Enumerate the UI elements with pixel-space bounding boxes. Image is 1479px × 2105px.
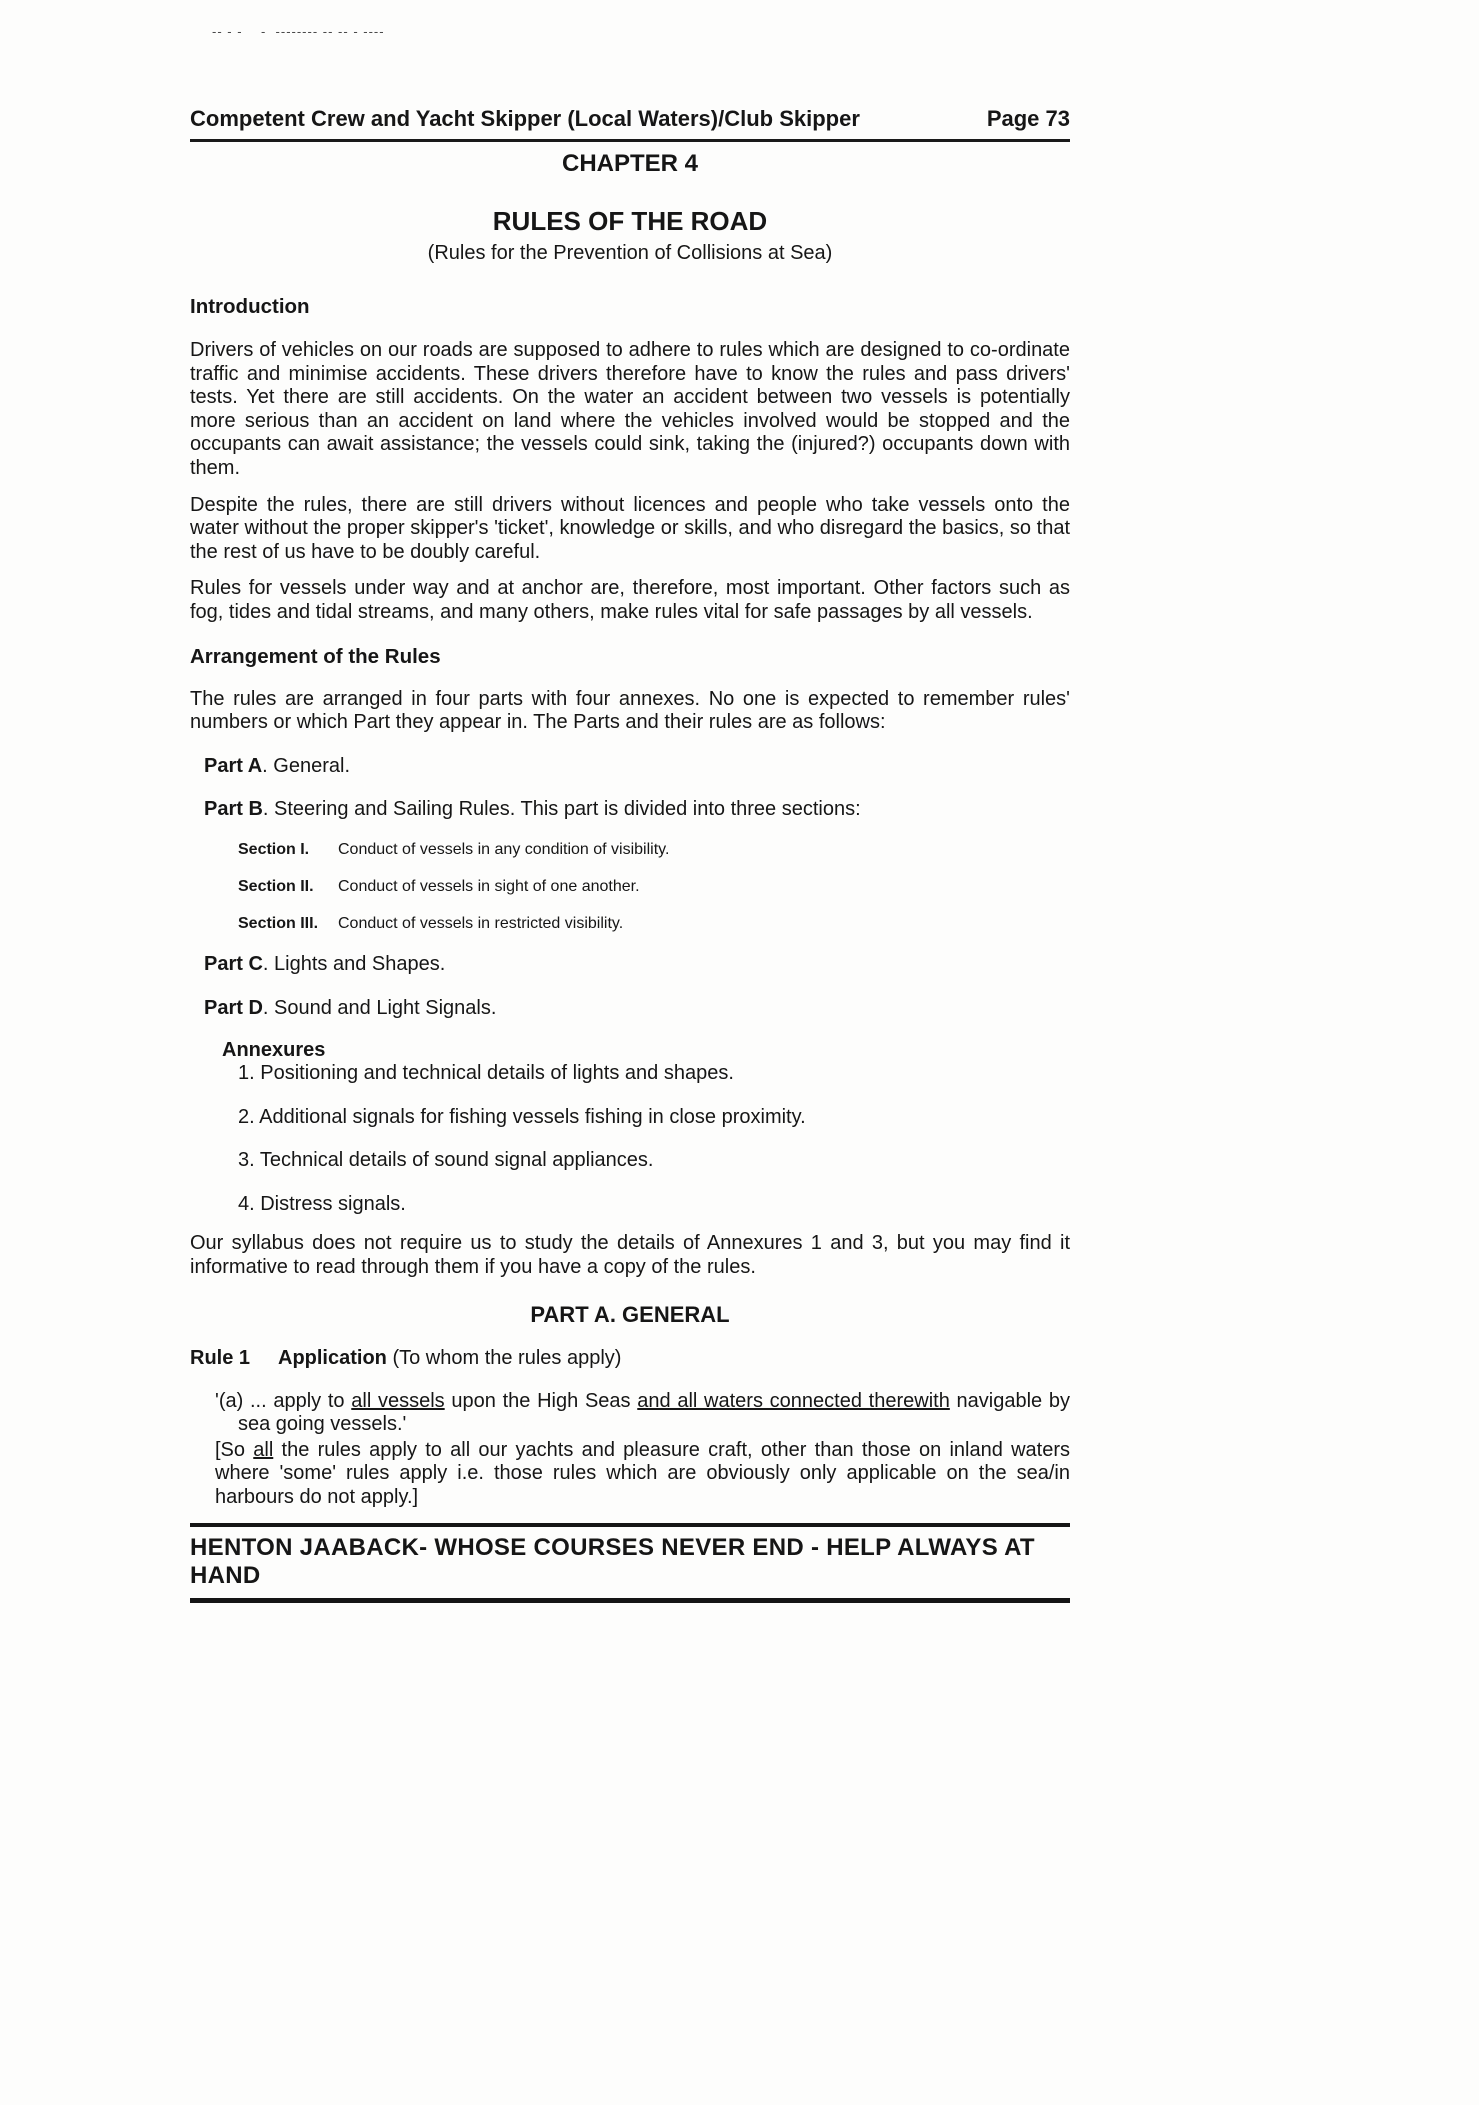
header-title: Competent Crew and Yacht Skipper (Local Waters)/Club Skipper xyxy=(190,106,860,131)
section-2-line xyxy=(238,878,1070,896)
part-b-text: . Steering and Sailing Rules. This part is divided into three sections: xyxy=(262,798,861,821)
page-number: Page 73 xyxy=(986,106,1070,131)
document-subtitle: (Rules for the Prevention of Collisions at Sea) xyxy=(427,242,833,264)
rule-1-title: Application xyxy=(278,1346,387,1369)
annexure-item-1: 1. Positioning and technical details of lights and shapes. xyxy=(238,1062,734,1085)
annexure-item-4: 4. Distress signals. xyxy=(238,1192,406,1215)
page-header xyxy=(190,106,1070,142)
document-title: RULES OF THE ROAD xyxy=(492,206,768,236)
part-c-label: Part C xyxy=(204,952,263,975)
section-1-label: Section I. xyxy=(238,840,310,858)
footer-banner: HENTON JAABACK- WHOSE COURSES NEVER END - HELP ALWAYS AT HAND xyxy=(190,1523,1070,1603)
rule-1-note xyxy=(215,1439,1070,1510)
note-text-2: the rules apply to all our yachts and pleasure craft, other than those on inland waters where 'some' rules apply i.e. those rules which are obviously only applicable on the sea/in harbours do not apply.] xyxy=(215,1438,1071,1509)
part-a-text: . General. xyxy=(262,754,350,777)
quote-text-2: upon the High Seas xyxy=(444,1389,638,1412)
part-b-label: Part B xyxy=(204,798,263,821)
annexure-item-2: 2. Additional signals for fishing vessels fishing in close proximity. xyxy=(238,1105,806,1128)
part-d-text: . Sound and Light Signals. xyxy=(262,996,497,1019)
part-a-general-heading: PART A. GENERAL xyxy=(530,1301,730,1327)
section-3-label: Section III. xyxy=(238,914,319,932)
part-d-line xyxy=(204,997,1070,1021)
scan-artifact: -- - - - -------- -- -- - ---- xyxy=(212,24,385,39)
section-3-text: Conduct of vessels in restricted visibility. xyxy=(338,914,624,932)
rule-1-quote xyxy=(215,1390,1070,1437)
annexure-item-3: 3. Technical details of sound signal appliances. xyxy=(238,1149,654,1172)
annexures-heading: Annexures xyxy=(222,1039,326,1062)
part-c-line xyxy=(204,953,1070,977)
quote-text-3: navigable by sea going vessels.' xyxy=(238,1389,1070,1436)
rule-1-suffix: (To whom the rules apply) xyxy=(386,1346,622,1369)
rule-1-number: Rule 1 xyxy=(190,1346,251,1369)
section-2-text: Conduct of vessels in sight of one another. xyxy=(338,877,640,895)
part-d-label: Part D xyxy=(204,996,263,1019)
intro-paragraph-3: Rules for vessels under way and at anchor are, therefore, most important. Other factors such as fog, tides and tidal streams, and many others, make rules vital for safe passages by all vessels. xyxy=(190,577,1070,623)
section-2-label: Section II. xyxy=(238,877,314,895)
page-content xyxy=(190,106,1070,1603)
section-1-line xyxy=(238,841,1070,859)
section-3-line xyxy=(238,915,1070,933)
part-a-label: Part A xyxy=(204,754,263,777)
introduction-heading: Introduction xyxy=(190,295,310,318)
syllabus-note: Our syllabus does not require us to study the details of Annexures 1 and 3, but you may find it informative to read through them if you have a copy of the rules. xyxy=(190,1232,1070,1279)
part-b-line xyxy=(204,798,1070,822)
part-a-line xyxy=(204,755,1070,779)
section-1-text: Conduct of vessels in any condition of visibility. xyxy=(338,840,670,858)
arrangement-heading: Arrangement of the Rules xyxy=(190,644,441,668)
part-c-text: . Lights and Shapes. xyxy=(262,952,446,975)
intro-paragraph-1: Drivers of vehicles on our roads are supposed to adhere to rules which are designed to co-ordinate traffic and minimise accidents. These drivers therefore have to know the rules and pass drivers' tests. Yet there are still accidents. On the water an accident between two vessels is potentially more serious than an accident on land where the vehicles involved would be stopped and the occupants can await assistance; the vessels could sink, taking the (injured?) occupants down with them. xyxy=(190,339,1070,479)
rule-1-title-line xyxy=(278,1347,621,1370)
quote-underline-2: and all waters connected therewith xyxy=(637,1389,950,1412)
quote-underline-1: all vessels xyxy=(351,1389,445,1412)
arrangement-intro: The rules are arranged in four parts with four annexes. No one is expected to remember rules' numbers or which Part they appear in. The Parts and their rules are as follows: xyxy=(190,687,1070,734)
note-underline-1: all xyxy=(253,1438,274,1461)
rule-1-line xyxy=(190,1347,1070,1370)
chapter-heading: CHAPTER 4 xyxy=(561,150,699,177)
intro-paragraph-2: Despite the rules, there are still drivers without licences and people who take vessels onto the water without the proper skipper's 'ticket', knowledge or skills, and who disregard the basics, so that the rest of us have to be doubly careful. xyxy=(190,493,1070,563)
quote-text-1: '(a) ... apply to xyxy=(215,1389,352,1412)
note-text-1: [So xyxy=(215,1438,254,1461)
